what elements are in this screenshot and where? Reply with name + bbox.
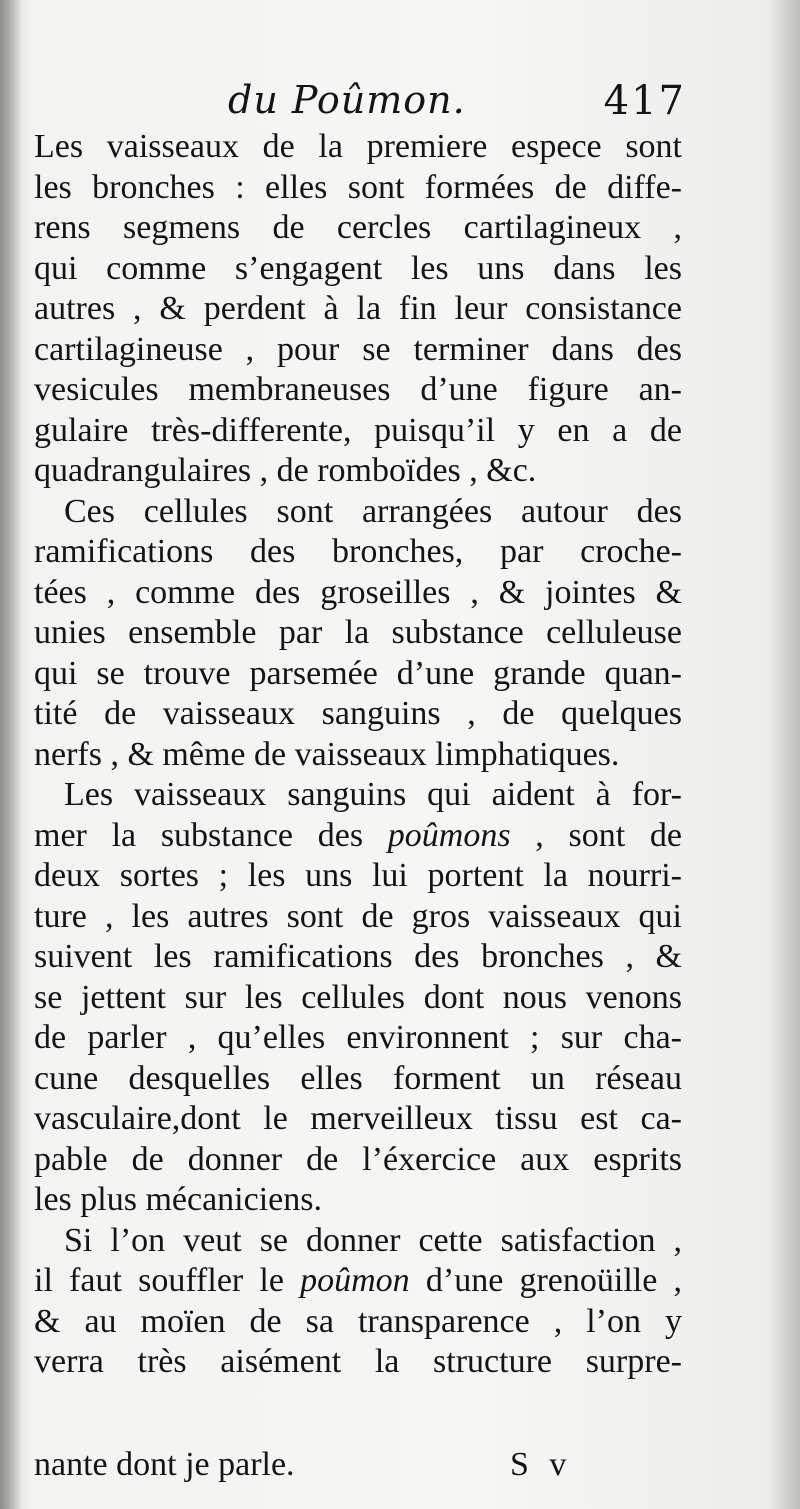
signature-mark: S v bbox=[510, 1446, 573, 1483]
text-line: tées , comme des groseilles , & jointes & bbox=[34, 573, 682, 611]
page-number: 417 bbox=[603, 78, 686, 124]
text-line: suivent les ramifications des bronches , & bbox=[34, 938, 682, 975]
text-line: & au moïen de sa transparence , l’on y bbox=[34, 1302, 682, 1340]
page-header bbox=[36, 72, 686, 128]
italic-term: poûmons bbox=[387, 816, 511, 854]
last-text-line: nante dont je parle. bbox=[34, 1446, 295, 1483]
text-line: ture , les autres sont de gros vaisseaux qui bbox=[34, 897, 682, 935]
text-line: Les vaisseaux de la premiere espece sont bbox=[34, 128, 682, 165]
italic-term: poûmon bbox=[300, 1262, 410, 1299]
text-line-head: mer la substance des bbox=[34, 816, 388, 854]
text-line: deux sortes ; les uns lui portent la nourri- bbox=[34, 857, 682, 894]
text-line: vasculaire,dont le merveilleux tissu est ca- bbox=[34, 1100, 682, 1137]
binding-shadow bbox=[0, 0, 22, 1509]
text-line-tail: d’une grenoüille , bbox=[409, 1262, 682, 1299]
text-line: les plus mécaniciens. bbox=[34, 1181, 322, 1218]
text-line-head: il faut souffler le bbox=[34, 1262, 301, 1299]
text-line: pable de donner de l’éxercice aux esprits bbox=[34, 1140, 682, 1178]
text-line-tail: , sont de bbox=[510, 816, 682, 854]
text-line: unies ensemble par la substance celluleuse bbox=[34, 614, 682, 651]
page-footer bbox=[34, 1444, 682, 1486]
body-text bbox=[34, 127, 682, 1383]
text-line: cune desquelles elles forment un réseau bbox=[34, 1059, 682, 1097]
text-line: vesicules membraneuses d’une figure an- bbox=[34, 371, 682, 408]
text-line: Si l’on veut se donner cette satisfaction , bbox=[64, 1221, 682, 1259]
text-line: se jettent sur les cellules dont nous venons bbox=[34, 978, 682, 1016]
text-line: nerfs , & même de vaisseaux limphatiques. bbox=[34, 735, 620, 773]
text-line: les bronches : elles sont formées de diffe- bbox=[34, 168, 682, 206]
text-line: cartilagineuse , pour se terminer dans des bbox=[34, 330, 682, 368]
text-line: verra très aisément la structure surpre- bbox=[34, 1343, 682, 1380]
text-line: gulaire très-differente, puisqu’il y en a de bbox=[34, 411, 682, 449]
text-line: de parler , qu’elles environnent ; sur cha- bbox=[34, 1019, 682, 1056]
text-line: rens segmens de cercles cartilagineux , bbox=[34, 209, 682, 246]
text-line: Ces cellules sont arrangées autour des bbox=[64, 492, 682, 530]
text-line bbox=[34, 1261, 682, 1302]
text-line: quadrangulaires , de romboïdes , &c. bbox=[34, 452, 537, 489]
text-line: qui comme s’engagent les uns dans les bbox=[34, 249, 682, 287]
text-line: Les vaisseaux sanguins qui aident à for- bbox=[64, 776, 682, 813]
text-line: autres , & perdent à la fin leur consistance bbox=[34, 290, 682, 327]
text-line: tité de vaisseaux sanguins , de quelques bbox=[34, 695, 682, 732]
text-line bbox=[34, 816, 682, 857]
text-line: qui se trouve parsemée d’une grande quan- bbox=[34, 654, 682, 692]
text-line: ramifications des bronches, par croche- bbox=[34, 533, 682, 570]
running-title: du Poûmon. bbox=[228, 78, 466, 122]
